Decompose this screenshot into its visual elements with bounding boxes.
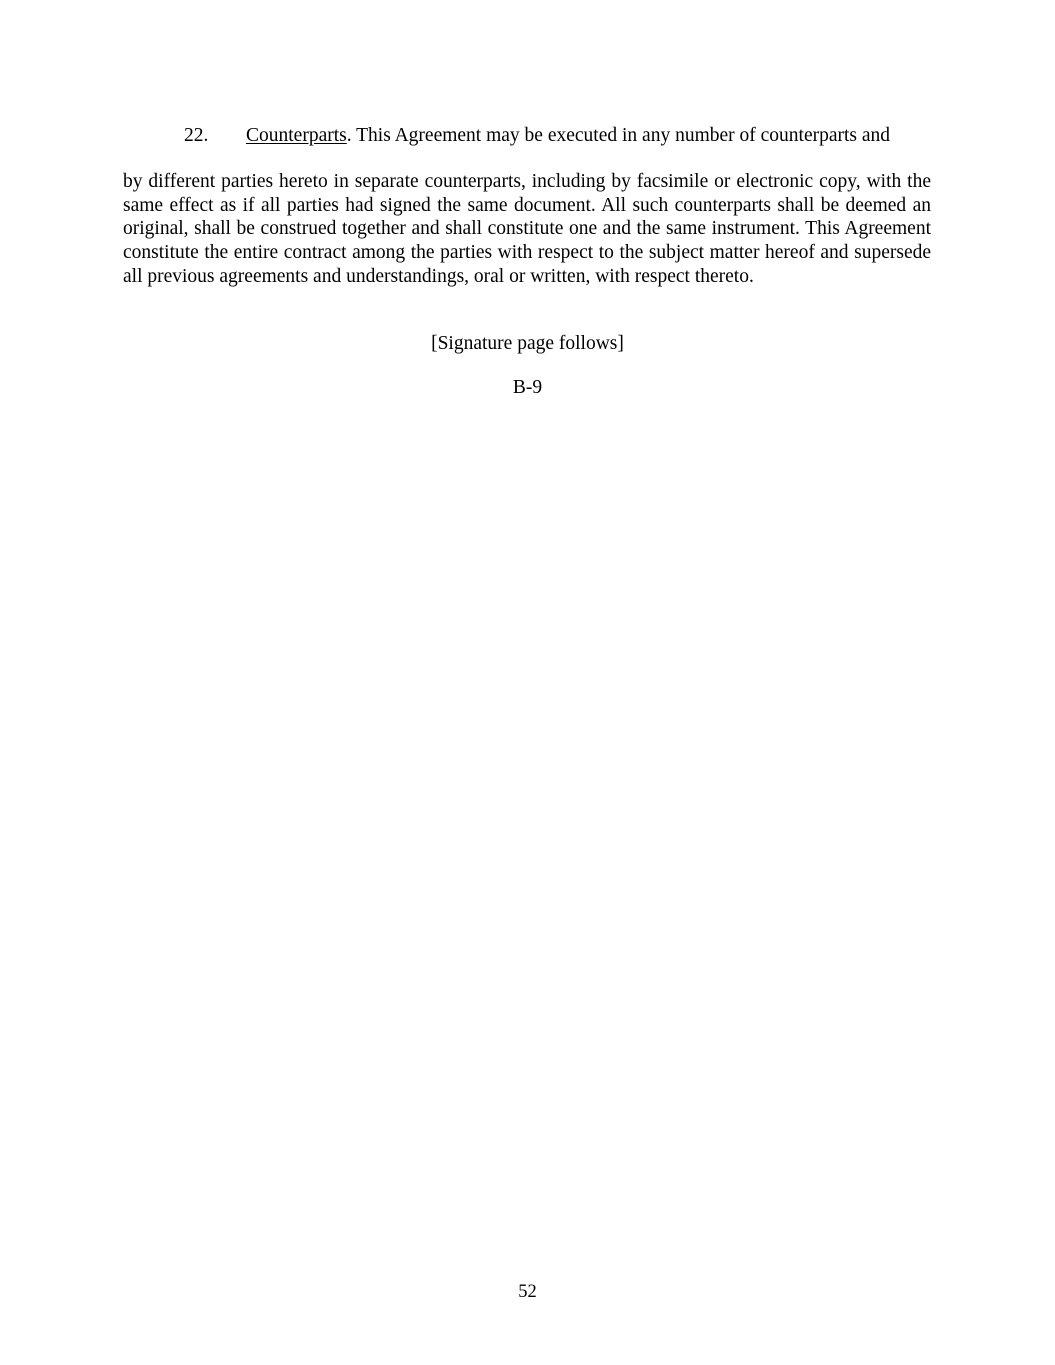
section-heading: Counterparts [246, 125, 347, 146]
section-first-line [184, 124, 931, 148]
section-number: 22. [184, 125, 209, 146]
page-number: 52 [518, 1282, 537, 1302]
section-body-paragraph: by different parties hereto in separate counterparts, including by facsimile or electronic copy, with the same effect as if all parties had signed the same document. All such counterparts shall be deemed an original, shall be construed together and shall constitute one and the same instrument. This Agreement constitute the entire contract among the parties with respect to the subject matter hereof and supersede all previous agreements and understandings, oral or written, with respect thereto. [123, 171, 931, 287]
section-first-line-text: . This Agreement may be executed in any number of counterparts and [346, 125, 891, 146]
exhibit-page-label: B-9 [512, 377, 543, 398]
signature-page-note: [Signature page follows] [431, 333, 624, 354]
